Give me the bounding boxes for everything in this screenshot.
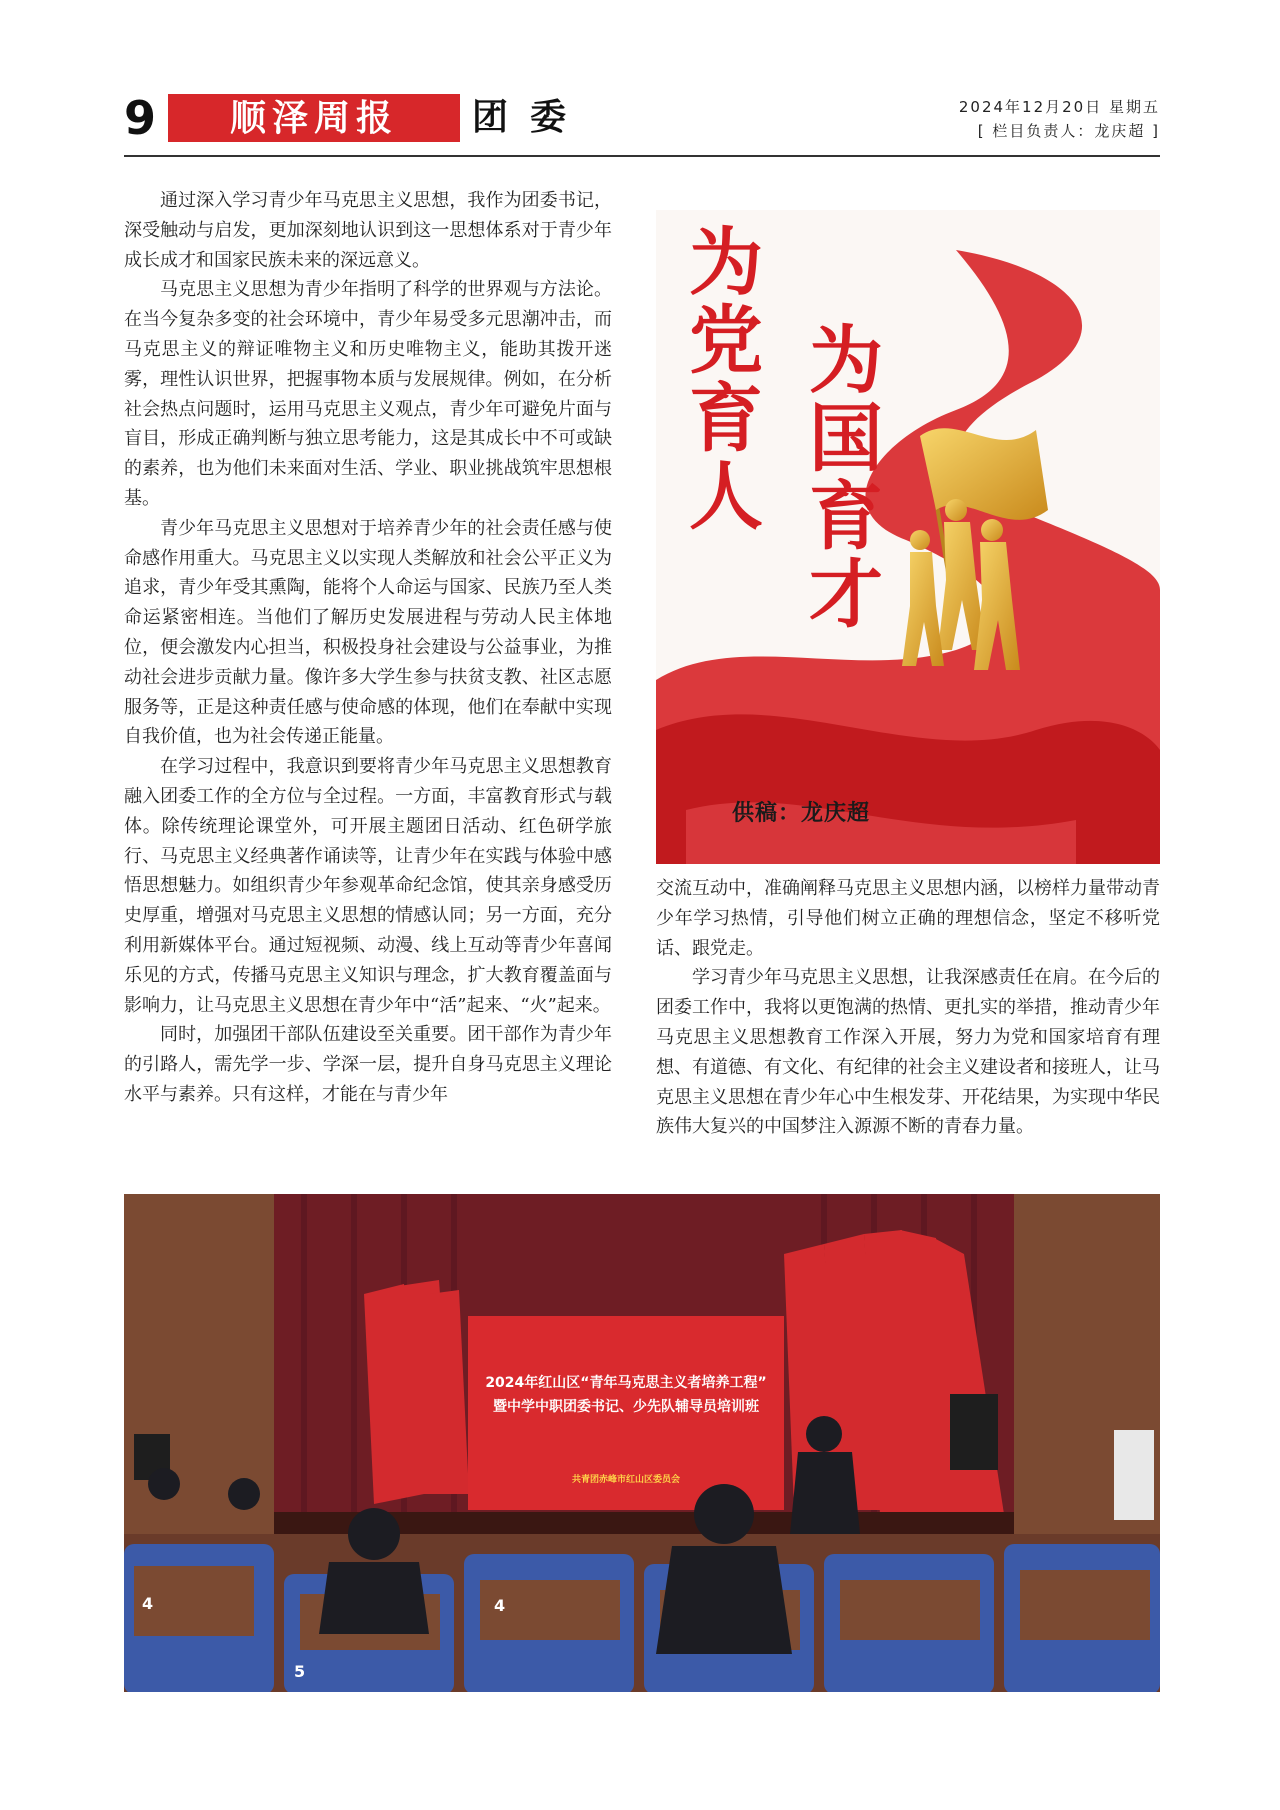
article-paragraph: 在学习过程中，我意识到要将青少年马克思主义思想教育融入团委工作的全方位与全过程。一方面，丰富教育形式与载体。除传统理论课堂外，可开展主题团日活动、红色研学旅行、马克思主义经典著作诵读等，让青少年在实践与体验中感悟思想魅力。如组织青少年参观革命纪念馆，使其亲身感受历史厚重，增强对马克思主义思想的情感认同；另一方面，充分利用新媒体平台。通过短视频、动漫、线上互动等青少年喜闻乐见的方式，传播马克思主义知识与理念，扩大教育覆盖面与影响力，让马克思主义思想在青少年中“活”起来、“火”起来。 <box>124 756 612 1016</box>
red-flags-left-icon <box>364 1280 469 1504</box>
article-paragraph: 学习青少年马克思主义思想，让我深感责任在肩。在今后的团委工作中，我将以更饱满的热情、更扎实的举措，推动青少年马克思主义思想教育工作深入开展，努力为党和国家培育有理想、有道德、有文化、有纪律的社会主义建设者和接班人，让马克思主义思想在青少年心中生根发芽、开花结果，为实现中华民族伟大复兴的中国梦注入源源不断的青春力量。 <box>656 967 1160 1138</box>
slogan-right: 为国育才 <box>809 318 883 638</box>
header-divider <box>124 155 1160 157</box>
training-event-photo <box>124 1194 1160 1692</box>
article-paragraph-continued: 交流互动中，准确阐释马克思主义思想内涵，以榜样力量带动青少年学习热情，引导他们树立正确的理想信念，坚定不移听党话、跟党走。 <box>656 878 1160 959</box>
article-paragraph: 青少年马克思主义思想对于培养青少年的社会责任感与使命感作用重大。马克思主义以实现人类解放和社会公平正义为追求，青少年受其熏陶，能将个人命运与国家、民族乃至人类命运紧密相连。当他们了解历史发展进程与劳动人民主体地位，便会激发内心担当，积极投身社会建设与公益事业，为推动社会进步贡献力量。像许多大学生参与扶贫支教、社区志愿服务等，正是这种责任感与使命感的体现，他们在奉献中实现自我价值，也为社会传递正能量。 <box>124 517 612 748</box>
article-left-column <box>124 186 612 1180</box>
seat-number: 4 <box>494 1596 506 1615</box>
flag-icon <box>920 428 1048 520</box>
slogan-left: 为党育人 <box>689 220 763 540</box>
banner-organizer: 共青团赤峰市红山区委员会 <box>571 1475 680 1485</box>
seat-number: 5 <box>294 1662 306 1681</box>
article-paragraph: 马克思主义思想为青少年指明了科学的世界观与方法论。在当今复杂多变的社会环境中，青少年易受多元思潮冲击，而马克思主义的辩证唯物主义和历史唯物主义，能助其拨开迷雾，理性认识世界，把握事物本质与发展规律。例如，在分析社会热点问题时，运用马克思主义观点，青少年可避免片面与盲目，形成正确判断与独立思考能力，这是其成长中不可或缺的素养，也为他们未来面对生活、学业、职业挑战筑牢思想根基。 <box>124 279 612 509</box>
stage-banner-text <box>468 1316 784 1510</box>
banner-subtitle: 暨中学中职团委书记、少先队辅导员培训班 <box>493 1399 759 1415</box>
page-header <box>124 92 1160 156</box>
seat-number: 4 <box>142 1594 154 1613</box>
article-paragraph: 通过深入学习青少年马克思主义思想，我作为团委书记，深受触动与启发，更加深刻地认识到这一思想体系对于青少年成长成才和国家民族未来的深远意义。 <box>124 190 612 271</box>
article-paragraph: 同时，加强团干部队伍建设至关重要。团干部作为青少年的引路人，需先学一步、学深一层，提升自身马克思主义理论水平与素养。只有这样，才能在与青少年 <box>124 1024 612 1105</box>
page-number: 9 <box>124 91 157 145</box>
column-editor: [ 栏目负责人：龙庆超 ] <box>977 122 1160 140</box>
section-title: 团委 <box>472 97 589 138</box>
issue-date: 2024年12月20日 星期五 <box>958 98 1160 116</box>
poster-image <box>656 210 1160 864</box>
wood-wall-left <box>124 1194 284 1574</box>
article-right-column <box>656 874 1160 1174</box>
poster-credit: 供稿：龙庆超 <box>732 801 871 826</box>
banner-title: 2024年红山区“青年马克思主义者培养工程” <box>485 1375 767 1391</box>
masthead-logo: 顺泽周报 <box>168 94 460 142</box>
speaker-right <box>950 1394 998 1470</box>
air-conditioner <box>1114 1430 1154 1520</box>
